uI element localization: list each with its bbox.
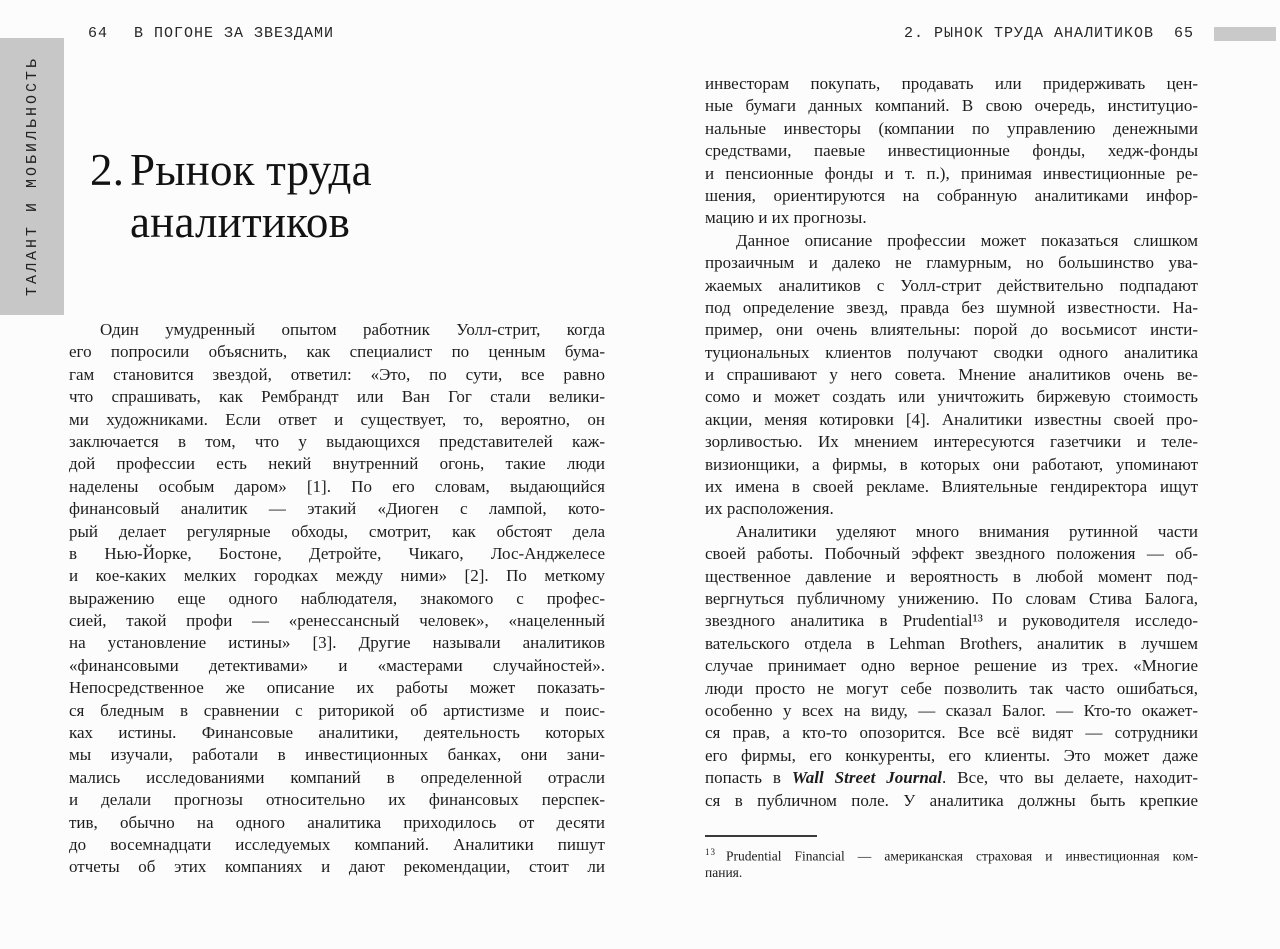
text-line: ся прав, а кто-то опозорится. Все всё видят — сотрудники <box>705 723 1198 743</box>
text-line: шения, ориентируются на собранную аналитиками инфор- <box>705 185 1198 205</box>
chapter-title-line1: Рынок труда <box>130 145 372 195</box>
text-line: люди просто не могут себе позволить так часто ошибаться, <box>705 678 1198 698</box>
text-line: мацию и их прогнозы. <box>705 208 867 228</box>
chapter-number: 2. <box>90 145 125 195</box>
text-line: щественное давление и вероятность в любой момент под- <box>705 566 1198 586</box>
text-line: ках истины. Финансовые аналитики, деятельность которых <box>69 723 605 743</box>
text-line: ные бумаги данных компаний. В свою очередь, институцио- <box>705 96 1198 116</box>
text-line: инвесторам покупать, продавать или придерживать цен- <box>705 74 1198 93</box>
text-line: мы изучали, работали в инвестиционных банках, они зани- <box>69 745 605 765</box>
emphasized-text: Wall Street Journal <box>791 768 943 788</box>
text-line: Данное описание профессии может показаться слишком <box>736 230 1198 250</box>
text-line: прозаичным и далеко не гламурным, но большинство ува- <box>705 253 1198 273</box>
text-line: его попросили объяснить, как специалист по ценным бума- <box>69 342 605 362</box>
left-running-head <box>88 26 334 42</box>
text-line: ся бледным в сравнении с риторикой об артистизме и поис- <box>69 700 605 720</box>
right-page-number: 65 <box>1173 25 1194 42</box>
text-line: средствами, паевые инвестиционные фонды, хедж-фонды <box>705 141 1198 161</box>
text-line: его фирмы, его конкуренты, его клиенты. Это может даже <box>705 745 1198 765</box>
text-line: Непосредственное же описание их работы может показать- <box>69 678 605 698</box>
text-line: мались исследованиями компаний в определенной отрасли <box>69 767 605 787</box>
text-line: попасть в Wall Street Journal. Все, что вы делаете, находит- <box>705 768 1199 788</box>
text-line: отчеты об этих компаниях и дают рекомендации, стоит ли <box>69 857 605 877</box>
text-line: и кое-каких мелких городках между ними» [2]. По меткому <box>69 566 605 586</box>
text-line: акции, меняя котировки [4]. Аналитики известны своей про- <box>705 409 1198 429</box>
text-line: до восемнадцати исследуемых компаний. Аналитики пишут <box>69 834 605 854</box>
text-line: их имена в своей рекламе. Влиятельные гендиректора ищут <box>705 477 1198 497</box>
footnote-line <box>705 842 1198 863</box>
text-line: дой профессии есть некий внутренний огонь, такие люди <box>69 454 605 474</box>
right-running-title: 2. РЫНОК ТРУДА АНАЛИТИКОВ <box>903 25 1154 42</box>
chapter-title-text <box>130 144 372 248</box>
text-line: рый делает регулярные обходы, смотрит, как обстоят дела <box>69 521 605 541</box>
text-line: Один умудренный опытом работник Уолл-стрит, когда <box>100 320 605 339</box>
text-line: Аналитики уделяют много внимания рутинной части <box>736 521 1198 541</box>
text-line: на установление истины» [3]. Другие называли аналитиков <box>69 633 605 653</box>
text-line: жаемых аналитиков с Уолл-стрит действительно подпадают <box>705 275 1198 295</box>
left-running-title: В ПОГОНЕ ЗА ЗВЕЗДАМИ <box>134 25 335 42</box>
text-line: наделены особым даром» [1]. По его словам, выдающийся <box>69 476 605 496</box>
text-line: звездного аналитика в Prudential¹³ и руководителя исследо- <box>705 611 1198 631</box>
footnote-line: пания. <box>705 864 743 880</box>
left-page-number: 64 <box>88 25 109 42</box>
text-line: ся в публичном поле. У аналитика должны быть крепкие <box>705 790 1198 810</box>
text-line: выражению еще одного наблюдателя, знакомого с профес- <box>69 588 605 608</box>
text-line: сией, такой профи — «ренессансный человек», «нацеленный <box>69 611 605 631</box>
right-page-body <box>705 73 1198 812</box>
text-line: их расположения. <box>705 499 834 519</box>
text-line: пример, они очень влиятельны: порой до восьмисот инсти- <box>705 320 1198 340</box>
text-line: под определение звезд, правда без шумной известности. На- <box>705 297 1198 317</box>
text-line: и спрашивают у него совета. Мнение аналитиков очень ве- <box>705 365 1198 385</box>
text-line: тив, обычно на одного аналитика приходилось от десяти <box>69 812 605 832</box>
chapter-title-line2: аналитиков <box>130 197 351 247</box>
text-line: ми художниками. Если ответ и существует, то, вероятно, он <box>69 409 605 429</box>
text-line: гам становится звездой, ответил: «Это, по сути, все равно <box>69 364 605 384</box>
right-running-head <box>904 26 1194 42</box>
text-line: нальные инвесторы (компании по управлению денежными <box>705 118 1198 138</box>
text-line: финансовый аналитик — этакий «Диоген с лампой, кото- <box>69 499 605 519</box>
footnote-marker: 13 <box>705 847 716 857</box>
text-line: в Нью-Йорке, Бостоне, Детройте, Чикаго, Лос-Анджелесе <box>69 543 605 563</box>
text-line: что спрашивать, как Рембрандт или Ван Гог стали велики- <box>69 387 605 407</box>
text-line: заключается в том, что у выдающихся представителей каж- <box>69 431 605 451</box>
text-line: зорливостью. Их мнением интересуются газетчики и теле- <box>705 432 1198 452</box>
text-line: сомо и может создать или уничтожить биржевую стоимость <box>705 387 1198 407</box>
footnote-rule <box>705 835 817 837</box>
text-line: особенно у всех на виду, — сказал Балог. — Кто-то окажет- <box>705 700 1198 720</box>
text-line: случае принимает одно верное решение из трех. «Многие <box>705 656 1198 676</box>
text-line: «финансовыми детективами» и «мастерами случайностей». <box>69 655 605 675</box>
text-line: вательского отдела в Lehman Brothers, аналитик в лучшем <box>705 633 1198 653</box>
text-line: и делали прогнозы относительно их финансовых перспек- <box>69 790 605 810</box>
footnote-text: Prudential Financial — американская страховая и инвестиционная ком- <box>726 848 1198 864</box>
chapter-title <box>90 144 372 248</box>
left-page-body <box>69 319 605 879</box>
chapter-edge-tab <box>0 38 64 315</box>
text-line: вергнуться публичному унижению. По словам Стива Балога, <box>705 588 1198 608</box>
text-line: туциональных клиентов получают сводки одного аналитика <box>705 342 1198 362</box>
page-edge-marker <box>1214 27 1276 41</box>
chapter-edge-tab-label: ТАЛАНТ И МОБИЛЬНОСТЬ <box>23 56 41 297</box>
footnote <box>705 842 1198 883</box>
text-line: и пенсионные фонды и т. п.), принимая инвестиционные ре- <box>705 163 1198 183</box>
text-line: своей работы. Побочный эффект звездного положения — об- <box>705 544 1198 564</box>
text-line: визионщики, а фирмы, в которых они работают, упоминают <box>705 454 1198 474</box>
